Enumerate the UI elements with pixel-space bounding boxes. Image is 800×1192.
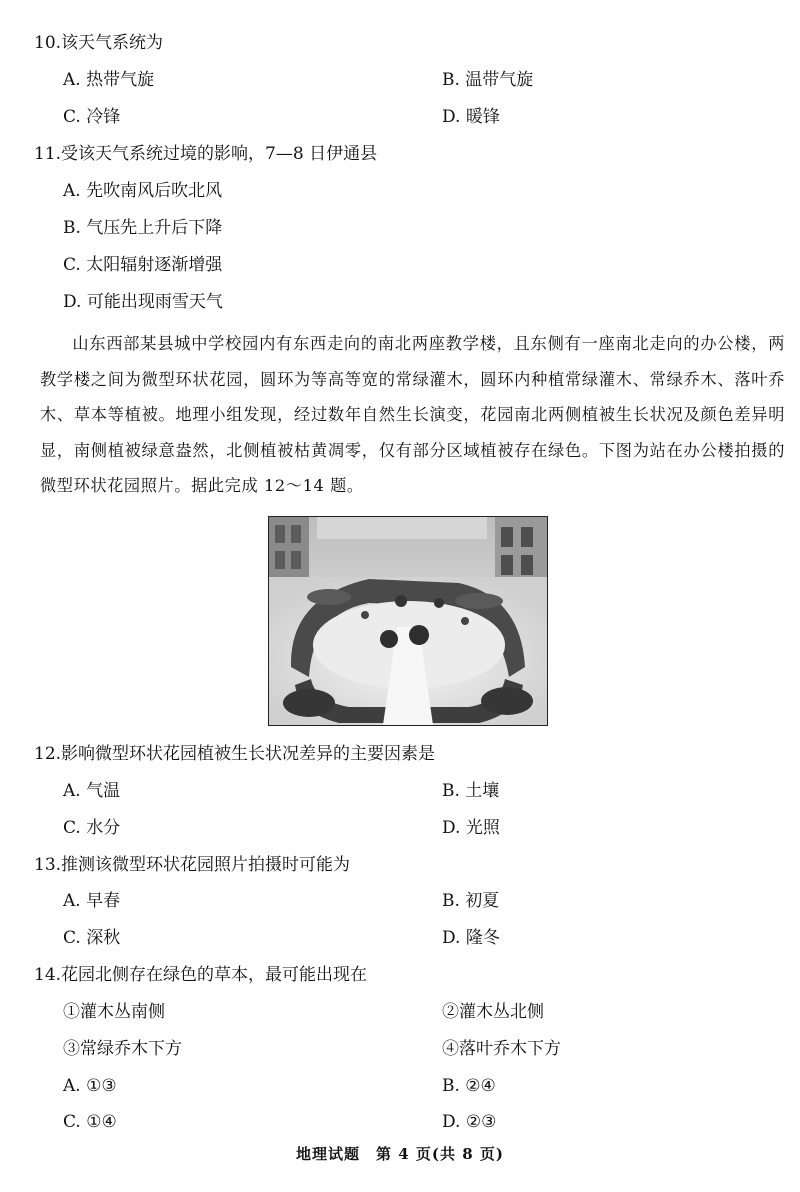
question-10-stem: 10.该天气系统为 bbox=[34, 33, 164, 53]
question-10-option-d: D. 暖锋 bbox=[442, 107, 500, 127]
question-14-option-b: B. ②④ bbox=[442, 1076, 496, 1096]
question-11-option-d: D. 可能出现雨雪天气 bbox=[63, 292, 223, 312]
question-13-option-a: A. 早春 bbox=[63, 891, 121, 911]
question-13-option-d: D. 隆冬 bbox=[442, 928, 500, 948]
question-13-option-c: C. 深秋 bbox=[63, 928, 121, 948]
question-14-choice-3: ③常绿乔木下方 bbox=[63, 1039, 182, 1059]
reading-passage bbox=[40, 326, 785, 504]
question-14-choice-4: ④落叶乔木下方 bbox=[442, 1039, 561, 1059]
question-14-option-d: D. ②③ bbox=[442, 1112, 497, 1132]
question-10-option-b: B. 温带气旋 bbox=[442, 70, 534, 90]
question-10-option-c: C. 冷锋 bbox=[63, 107, 121, 127]
question-14-option-a: A. ①③ bbox=[63, 1076, 117, 1096]
question-11-stem: 11.受该天气系统过境的影响，7—8 日伊通县 bbox=[34, 144, 378, 164]
page-footer: 地理试题 第 4 页(共 8 页) bbox=[296, 1145, 504, 1163]
question-14-stem: 14.花园北侧存在绿色的草本，最可能出现在 bbox=[34, 965, 368, 985]
question-11-option-c: C. 太阳辐射逐渐增强 bbox=[63, 255, 223, 275]
question-14-option-c: C. ①④ bbox=[63, 1112, 117, 1132]
question-11-option-a: A. 先吹南风后吹北风 bbox=[63, 181, 223, 201]
question-12-option-a: A. 气温 bbox=[63, 781, 121, 801]
question-13-stem: 13.推测该微型环状花园照片拍摄时可能为 bbox=[34, 855, 351, 875]
question-14-choice-2: ②灌木丛北侧 bbox=[442, 1002, 544, 1022]
question-13-option-b: B. 初夏 bbox=[442, 891, 500, 911]
passage-text: 山东西部某县城中学校园内有东西走向的南北两座教学楼，且东侧有一座南北走向的办公楼，两教学楼之间为微型环状花园，圆环为等高等宽的常绿灌木，圆环内种植常绿灌木、常绿乔木、落叶乔木、草本等植被。地理小组发现，经过数年自然生长演变，花园南北两侧植被生长状况及颜色差异明显，南侧植被绿意盎然，北侧植被枯黄凋零，仅有部分区域植被存在绿色。下图为站在办公楼拍摄的微型环状花园照片。据此完成 12～14 题。 bbox=[40, 334, 785, 495]
question-12-option-c: C. 水分 bbox=[63, 818, 121, 838]
question-10-option-a: A. 热带气旋 bbox=[63, 70, 155, 90]
question-14-choice-1: ①灌木丛南侧 bbox=[63, 1002, 165, 1022]
question-12-stem: 12.影响微型环状花园植被生长状况差异的主要因素是 bbox=[34, 744, 436, 764]
question-11-option-b: B. 气压先上升后下降 bbox=[63, 218, 223, 238]
question-12-option-d: D. 光照 bbox=[442, 818, 500, 838]
question-12-option-b: B. 土壤 bbox=[442, 781, 500, 801]
garden-photo bbox=[268, 516, 548, 726]
